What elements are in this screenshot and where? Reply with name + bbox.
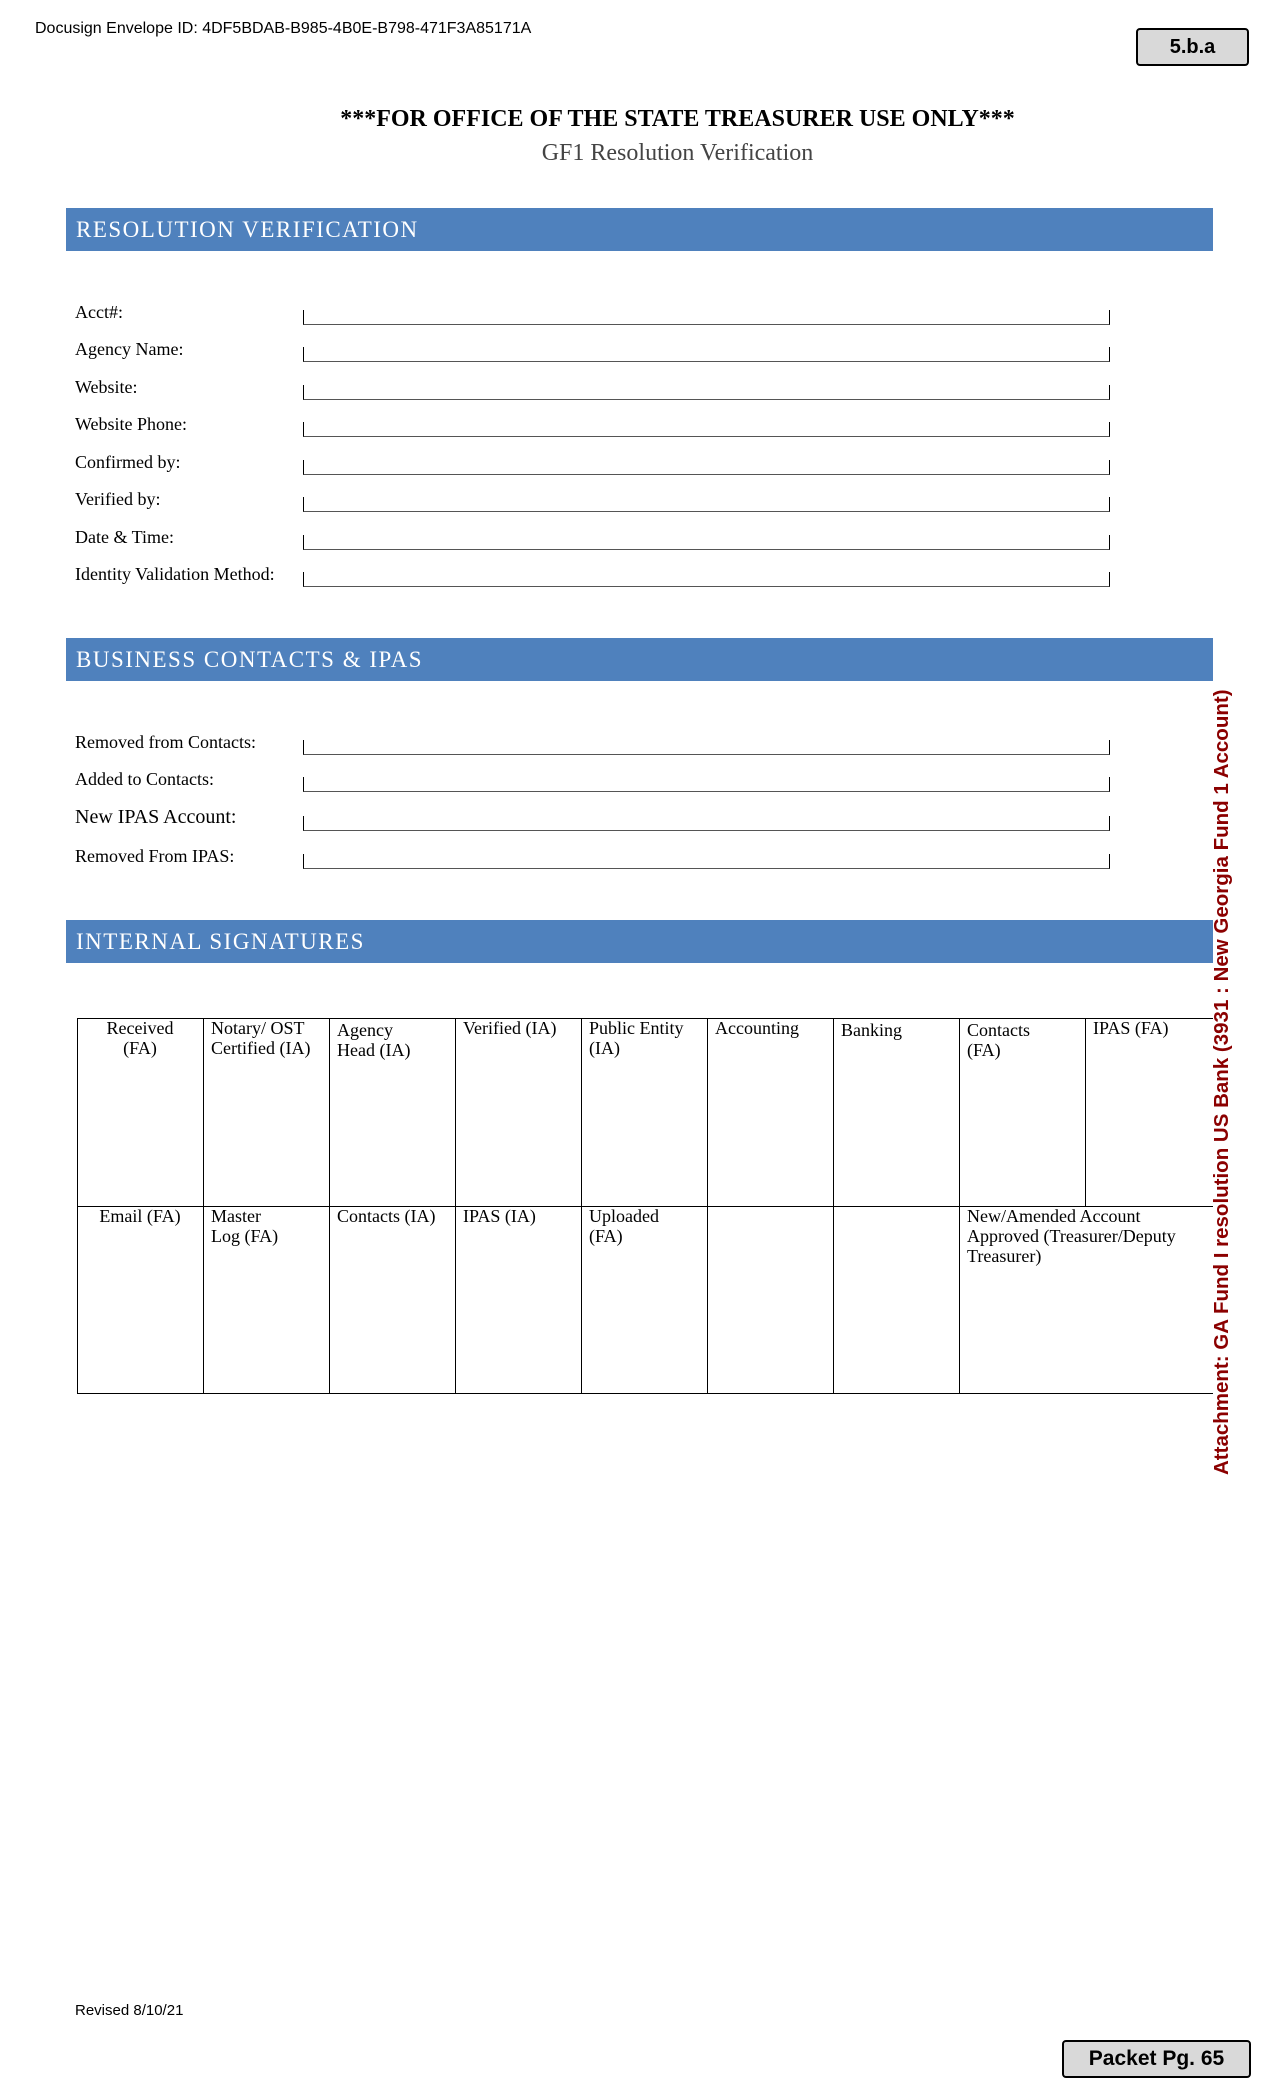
cell-label: Accounting (715, 1018, 799, 1038)
field-label: Confirmed by: (75, 452, 181, 472)
section-header-contacts: BUSINESS CONTACTS & IPAS (66, 638, 1213, 681)
field-label: Removed From IPAS: (75, 846, 235, 866)
cell-label: New/Amended Account Approved (Treasurer/Deputy Treasurer) (967, 1206, 1176, 1266)
cell-label: Banking (841, 1020, 902, 1040)
cell-label: Agency Head (IA) (337, 1020, 411, 1060)
sig-cell-master-log[interactable] (203, 1206, 329, 1393)
sig-cell-ipas-ia[interactable] (455, 1206, 581, 1393)
cell-label: Contacts (FA) (967, 1020, 1030, 1060)
website-field[interactable] (303, 385, 1110, 400)
acct-field[interactable] (303, 310, 1110, 325)
field-label: Removed from Contacts: (75, 732, 256, 752)
sig-cell-verified[interactable] (455, 1018, 581, 1206)
cell-label: IPAS (FA) (1093, 1018, 1169, 1038)
field-label: Website Phone: (75, 414, 188, 434)
field-row-verified-by (75, 484, 1110, 514)
field-row-new-ipas (75, 803, 1110, 833)
form-subtitle: GF1 Resolution Verification (541, 140, 814, 166)
item-tag-badge: 5.b.a (1136, 28, 1249, 66)
sig-cell-blank-1[interactable] (707, 1206, 833, 1393)
removed-contacts-field[interactable] (303, 740, 1110, 755)
field-label: Added to Contacts: (75, 769, 214, 789)
cell-label: Uploaded (FA) (589, 1206, 659, 1246)
agency-name-field[interactable] (303, 347, 1110, 362)
cell-label: IPAS (IA) (463, 1206, 536, 1226)
sig-cell-blank-2[interactable] (833, 1206, 959, 1393)
packet-page-badge: Packet Pg. 65 (1062, 2040, 1251, 2078)
date-time-field[interactable] (303, 535, 1110, 550)
cell-label: Email (FA) (99, 1206, 181, 1226)
field-row-confirmed-by (75, 447, 1110, 477)
field-label: Website: (75, 377, 138, 397)
removed-ipas-field[interactable] (303, 854, 1110, 869)
sig-cell-notary[interactable] (203, 1018, 329, 1206)
field-label: New IPAS Account: (75, 806, 237, 828)
section-header-signatures: INTERNAL SIGNATURES (66, 920, 1213, 963)
sig-cell-ipas-fa[interactable] (1085, 1018, 1213, 1206)
new-ipas-account-field[interactable] (303, 816, 1110, 831)
confirmed-by-field[interactable] (303, 460, 1110, 475)
identity-validation-field[interactable] (303, 572, 1110, 587)
cell-label: Verified (IA) (463, 1018, 557, 1038)
cell-label: Master Log (FA) (211, 1206, 279, 1246)
signature-table (77, 1018, 1213, 1394)
envelope-id: Docusign Envelope ID: 4DF5BDAB-B985-4B0E-B798-471F3A85171A (35, 20, 532, 37)
side-attachment-label: Attachment: GA Fund I resolution US Bank (3931 : New Georgia Fund 1 Account) (1210, 689, 1233, 1475)
field-label: Acct#: (75, 302, 123, 322)
revised-date: Revised 8/10/21 (75, 2002, 184, 2019)
field-row-added-contacts (75, 764, 1110, 794)
added-contacts-field[interactable] (303, 777, 1110, 792)
field-row-website (75, 372, 1110, 402)
field-label: Identity Validation Method: (75, 564, 275, 584)
website-phone-field[interactable] (303, 422, 1110, 437)
field-row-acct (75, 297, 1110, 327)
field-label: Verified by: (75, 489, 161, 509)
cell-label: Notary/ OST Certified (IA) (211, 1018, 311, 1058)
field-label: Date & Time: (75, 527, 175, 547)
cell-label: Received (FA) (106, 1018, 174, 1058)
field-row-removed-contacts (75, 727, 1110, 757)
sig-cell-contacts-fa[interactable] (959, 1020, 1085, 1206)
field-row-removed-ipas (75, 841, 1110, 871)
sig-cell-contacts-ia[interactable] (329, 1206, 455, 1393)
sig-cell-uploaded[interactable] (581, 1206, 707, 1393)
sig-cell-accounting[interactable] (707, 1018, 833, 1206)
field-row-agency-name (75, 334, 1110, 364)
cell-label: Contacts (IA) (337, 1206, 436, 1226)
verified-by-field[interactable] (303, 497, 1110, 512)
field-row-date-time (75, 522, 1110, 552)
sig-cell-banking[interactable] (833, 1020, 959, 1206)
field-row-identity-validation (75, 559, 1110, 589)
sig-cell-treasurer-approval[interactable] (959, 1206, 1213, 1393)
sig-cell-received[interactable] (77, 1018, 203, 1206)
sig-cell-public-entity[interactable] (581, 1018, 707, 1206)
sig-cell-email[interactable] (77, 1206, 203, 1393)
sig-cell-agency-head[interactable] (329, 1020, 455, 1206)
cell-label: Public Entity (IA) (589, 1018, 684, 1058)
section-header-resolution: RESOLUTION VERIFICATION (66, 208, 1213, 251)
field-row-website-phone (75, 409, 1110, 439)
office-use-title: ***FOR OFFICE OF THE STATE TREASURER USE ONLY*** (340, 106, 1015, 132)
field-label: Agency Name: (75, 339, 184, 359)
table-border-bottom (77, 1393, 1213, 1394)
